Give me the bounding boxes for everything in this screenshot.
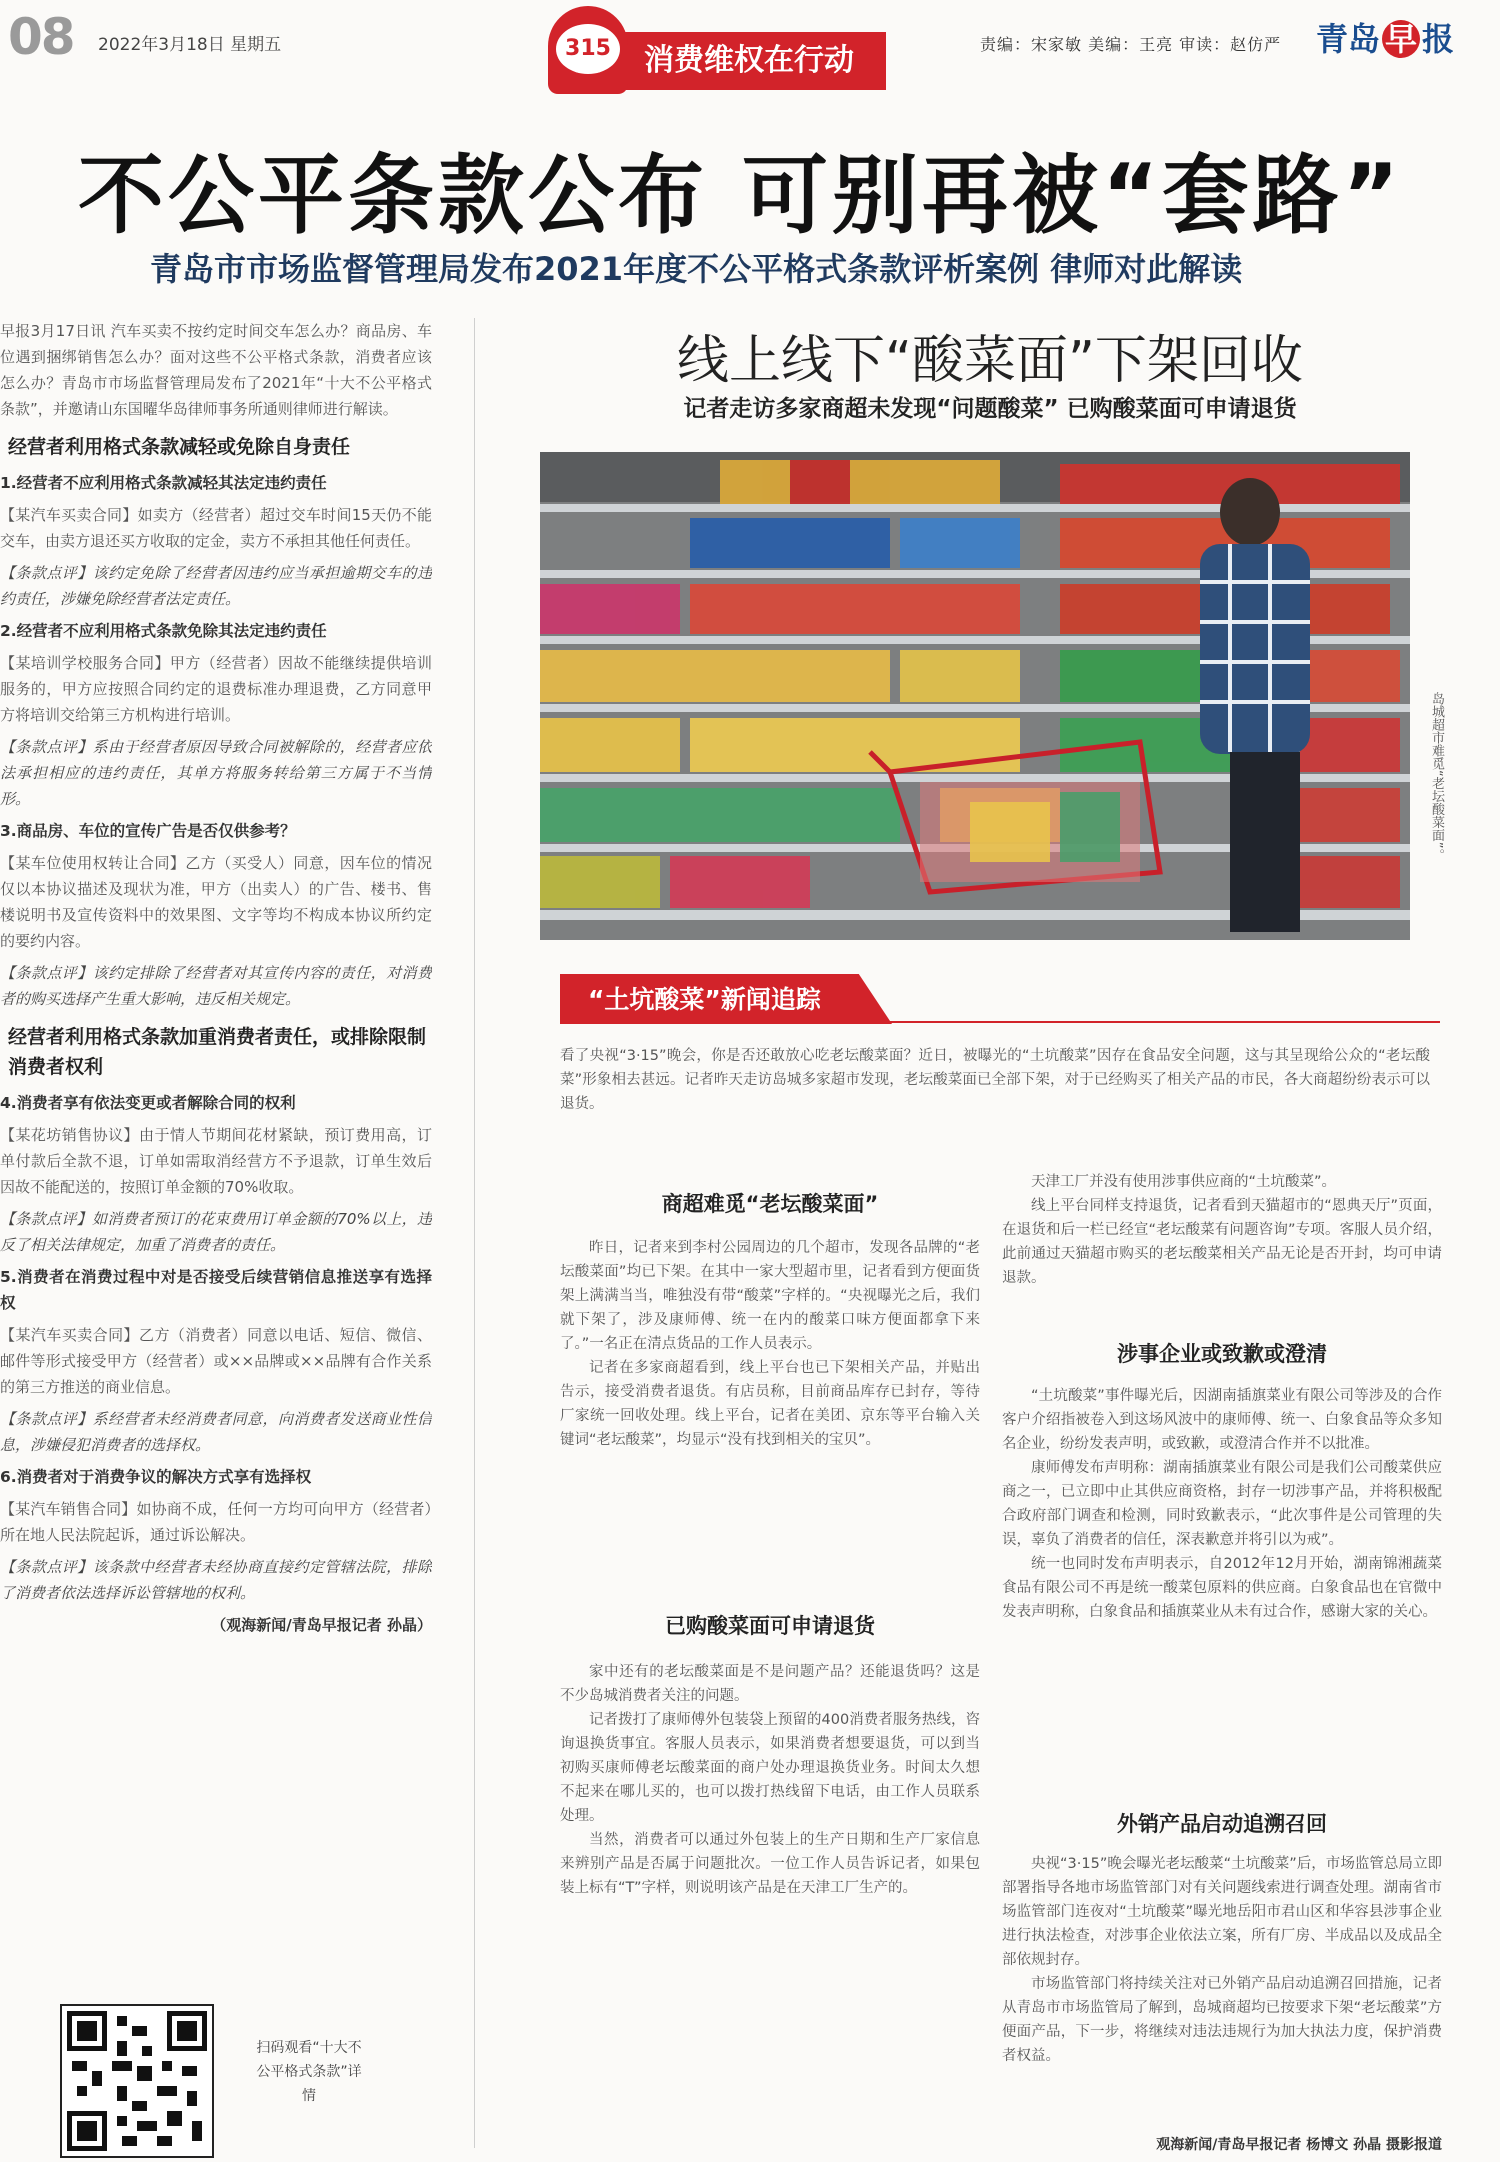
paragraph: 市场监管部门将持续关注对已外销产品启动追溯召回措施，记者从青岛市市场监管局了解到，岛城商超均已按要求下架“老坛酸菜”方便面产品，下一步，将继续对违法违规行为加大执法力度，保护消费者权益。 (1002, 1976, 1442, 2064)
logo-text-right: 报 (1422, 20, 1455, 58)
paragraph: 当然，消费者可以通过外包装上的生产日期和生产厂家信息来辨别产品是否属于问题批次。一位工作人员告诉记者，如果包装上标有“T”字样，则说明该产品是在天津工厂生产的。 (560, 1832, 980, 1896)
subsection-heading-2: 已购酸菜面可申请退货 (665, 1614, 875, 1638)
story-title: 线上线下“酸菜面”下架回收 (677, 331, 1303, 391)
banner-rule (560, 1021, 1440, 1023)
clause-2-comment: 【条款点评】系由于经营者原因导致合同被解除的，经营者应依法承担相应的违约责任，其单方将服务转给第三方属于不当情形。 (0, 738, 432, 808)
clause-1-case: 【某汽车买卖合同】如卖方（经营者）超过交车时间15天仍不能交车，由卖方退还买方收取的定金，卖方不承担其他任何责任。 (0, 506, 432, 550)
subsection-body-3 (1002, 1384, 1442, 1804)
subsection-body-1 (560, 1236, 980, 1628)
paragraph: 家中还有的老坛酸菜面是不是问题产品？还能退货吗？这是不少岛城消费者关注的问题。 (560, 1664, 980, 1704)
continued-body (1002, 1170, 1442, 1340)
qr-code-graphic (62, 2006, 212, 2156)
subsection-body-2 (560, 1660, 980, 2128)
followup-label: “土坑酸菜”新闻追踪 (588, 985, 821, 1014)
story-subtitle: 记者走访多家商超未发现“问题酸菜” 已购酸菜面可申请退货 (683, 396, 1297, 422)
column-divider (474, 318, 475, 2148)
page-number: 08 (8, 8, 74, 66)
paragraph: 昨日，记者来到李村公园周边的几个超市，发现各品牌的“老坛酸菜面”均已下架。在其中一家大型超市里，记者看到方便面货架上满满当当，唯独没有带“酸菜”字样的。“央视曝光之后，我们就下架了，涉及康师傅、统一在内的酸菜口味方便面都拿下来了。”一名正在清点货品的工作人员表示。 (560, 1240, 980, 1352)
paragraph: 央视“3·15”晚会曝光老坛酸菜“土坑酸菜”后，市场监管总局立即部署指导各地市场监管部门对有关问题线索进行调查处理。湖南省市场监管部门连夜对“土坑酸菜”曝光地岳阳市君山区和华容县涉事企业进行执法检查，对涉事企业依法立案，所有厂房、半成品以及成品全部依规封存。 (1002, 1856, 1442, 1968)
subsection-heading-3: 涉事企业或致歉或澄清 (1117, 1342, 1327, 1366)
paragraph: “土坑酸菜”事件曝光后，因湖南插旗菜业有限公司等涉及的合作客户介绍指被卷入到这场风波中的康师傅、统一、白象食品等众多知名企业，纷纷发表声明，或致歉，或澄清合作并不以批准。 (1002, 1388, 1442, 1452)
subsection-heading-4: 外销产品启动追溯召回 (1117, 1812, 1327, 1836)
clause-4-title: 4.消费者享有依法变更或者解除合同的权利 (0, 1094, 296, 1112)
followup-banner (560, 974, 892, 1024)
section-heading-1: 经营者利用格式条款减轻或免除自身责任 (8, 436, 351, 458)
paragraph: 统一也同时发布声明表示，自2012年12月开始，湖南锦湘蔬菜食品有限公司不再是统一酸菜包原料的供应商。白象食品也在官微中发表声明称，白象食品和插旗菜业从未有过合作，感谢大家的关心。 (1002, 1556, 1442, 1620)
paragraph: 康师傅发布声明称：湖南插旗菜业有限公司是我们公司酸菜供应商之一，已立即中止其供应商资格，封存一切涉事产品，并将积极配合政府部门调查和检测，同时致歉表示，“此次事件是公司管理的失误，辜负了消费者的信任，深表歉意并将引以为戒”。 (1002, 1460, 1442, 1548)
story-intro: 看了央视“3·15”晚会，你是否还敢放心吃老坛酸菜面？近日，被曝光的“土坑酸菜”因存在食品安全问题，这与其呈现给公众的“老坛酸菜”形象相去甚远。记者昨天走访岛城多家超市发现，老坛酸菜面已全部下架，对于已经购买了相关产品的市民，各大商超纷纷表示可以退货。 (560, 1048, 1430, 1112)
story-byline: 观海新闻/青岛早报记者 杨博文 孙晶 摄影报道 (1156, 2137, 1442, 2153)
logo-text-left: 青岛 (1316, 20, 1381, 58)
subsection-heading-1: 商超难觅“老坛酸菜面” (661, 1192, 879, 1216)
newspaper-logo (1316, 14, 1454, 60)
clause-2-title: 2.经营者不应利用格式条款免除其法定违约责任 (0, 622, 327, 640)
paragraph: 记者拨打了康师傅外包装袋上预留的400消费者服务热线，咨询退换货事宜。客服人员表示，如果消费者想要退货，可以到当初购买康师傅老坛酸菜面的商户处办理退换货业务。时间太久想不起来在哪儿买的，也可以拨打热线留下电话，由工作人员联系处理。 (560, 1712, 980, 1824)
supermarket-photo (540, 452, 1410, 940)
clause-5-title: 5.消费者在消费过程中对是否接受后续营销信息推送享有选择权 (0, 1268, 432, 1312)
clause-1-comment: 【条款点评】该约定免除了经营者因违约应当承担逾期交车的违约责任，涉嫌免除经营者法定责任。 (0, 564, 432, 608)
photo-caption: 岛城超市难觅“老坛酸菜面”。 (1429, 692, 1444, 862)
subsection-body-4 (1002, 1852, 1442, 2130)
clause-4-comment: 【条款点评】如消费者预订的花束费用订单金额的70%以上，违反了相关法律规定，加重了消费者的责任。 (0, 1210, 432, 1254)
section-badge (548, 6, 886, 94)
paragraph: 线上平台同样支持退货，记者看到天猫超市的“恩典天厅”页面，在退货和后一栏已经宣“老坛酸菜有问题咨询”专项。客服人员介绍，此前通过天猫超市购买的老坛酸菜相关产品无论是否开封，均可申请退款。 (1002, 1198, 1442, 1286)
clause-4-case: 【某花坊销售协议】由于情人节期间花材紧缺，预订费用高，订单付款后全款不退，订单如需取消经营方不予退款，订单生效后因故不能配送的，按照订单金额的70%收取。 (0, 1126, 432, 1196)
clause-5-comment: 【条款点评】系经营者未经消费者同意，向消费者发送商业性信息，涉嫌侵犯消费者的选择权。 (0, 1410, 432, 1454)
clause-3-case: 【某车位使用权转让合同】乙方（买受人）同意，因车位的情况仅以本协议描述及现状为准，甲方（出卖人）的广告、楼书、售楼说明书及宣传资料中的效果图、文字等均不构成本协议所约定的要约内容。 (0, 854, 432, 950)
logo-badge: 早 (1382, 20, 1420, 58)
left-article-column (0, 318, 432, 1978)
clause-6-comment: 【条款点评】该条款中经营者未经协商直接约定管辖法院，排除了消费者依法选择诉讼管辖地的权利。 (0, 1558, 432, 1602)
clause-1-title: 1.经营者不应利用格式条款减轻其法定违约责任 (0, 474, 327, 492)
clause-3-comment: 【条款点评】该约定排除了经营者对其宣传内容的责任，对消费者的购买选择产生重大影响，违反相关规定。 (0, 964, 432, 1008)
paragraph: 记者在多家商超看到，线上平台也已下架相关产品，并贴出告示，接受消费者退货。有店员称，目前商品库存已封存，等待厂家统一回收处理。线上平台，记者在美团、京东等平台输入关键词“老坛酸菜”，均显示“没有找到相关的宝贝”。 (560, 1360, 980, 1448)
left-byline: （观海新闻/青岛早报记者 孙晶） (211, 1616, 432, 1634)
editor-credits: 责编：宋家敏 美编：王亮 审读：赵仿严 (980, 35, 1282, 54)
section-heading-2: 经营者利用格式条款加重消费者责任，或排除限制消费者权利 (8, 1026, 427, 1078)
issue-date: 2022年3月18日 星期五 (98, 35, 282, 55)
paragraph: 天津工厂并没有使用涉事供应商的“土坑酸菜”。 (1031, 1174, 1337, 1190)
clause-3-title: 3.商品房、车位的宣传广告是否仅供参考？ (0, 822, 296, 840)
badge-ribbon-label: 消费维权在行动 (612, 32, 886, 90)
supermarket-shelf-illustration (540, 452, 1410, 940)
article-lead: 早报3月17日讯 汽车买卖不按约定时间交车怎么办？商品房、车位遇到捆绑销售怎么办？面对这些不公平格式条款，消费者应该怎么办？青岛市市场监督管理局发布了2021年“十大不公平格式条款”，并邀请山东国曜华岛律师事务所通则律师进行解读。 (0, 322, 432, 418)
clause-6-title: 6.消费者对于消费争议的解决方式享有选择权 (0, 1468, 312, 1486)
badge-315-mark: 315 (556, 24, 620, 74)
clause-2-case: 【某培训学校服务合同】甲方（经营者）因故不能继续提供培训服务的，甲方应按照合同约定的退费标准办理退费，乙方同意甲方将培训交给第三方机构进行培训。 (0, 654, 432, 724)
main-subheadline: 青岛市市场监督管理局发布2021年度不公平格式条款评析案例 律师对此解读 (150, 250, 1243, 288)
main-headline: 不公平条款公布 可别再被“套路” (78, 146, 1403, 246)
clause-5-case: 【某汽车买卖合同】乙方（消费者）同意以电话、短信、微信、邮件等形式接受甲方（经营者）或××品牌或××品牌有合作关系的第三方推送的商业信息。 (0, 1326, 432, 1396)
qr-code-icon[interactable] (60, 2004, 214, 2158)
clause-6-case: 【某汽车销售合同】如协商不成，任何一方均可向甲方（经营者）所在地人民法院起诉，通过诉讼解决。 (0, 1500, 432, 1544)
qr-caption: 扫码观看“十大不公平格式条款”详情 (256, 2040, 362, 2104)
